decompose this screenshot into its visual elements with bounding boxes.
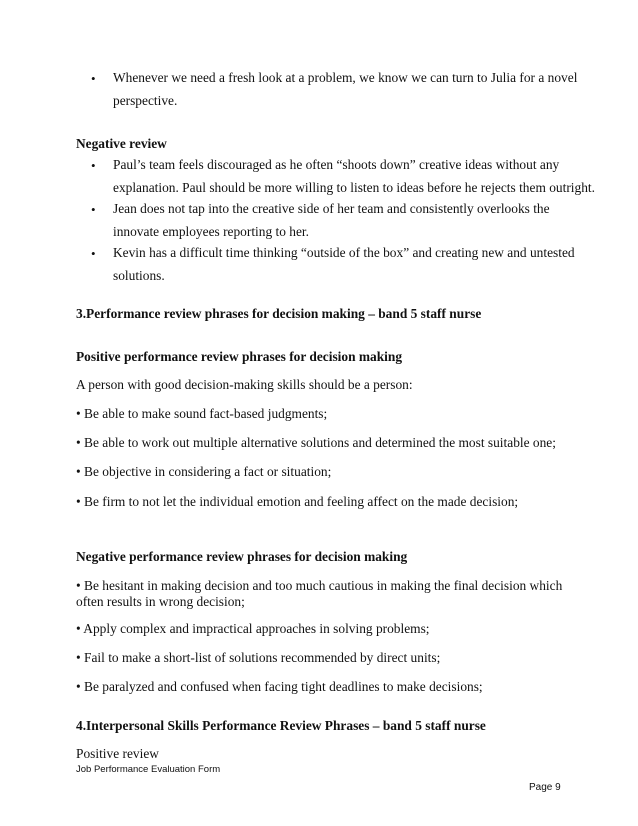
negative-decision-item-2: • Apply complex and impractical approaches in solving problems; [76, 621, 430, 636]
positive-decision-heading: Positive performance review phrases for decision making [76, 349, 403, 364]
negative-review-heading: Negative review [76, 136, 167, 151]
negative-item-1-line-1: Paul’s team feels discouraged as he often “shoots down” creative ideas without any [113, 157, 560, 172]
positive-decision-item-3: • Be objective in considering a fact or situation; [76, 464, 332, 479]
section-4-heading: 4.Interpersonal Skills Performance Review Phrases – band 5 staff nurse [76, 718, 486, 733]
positive-decision-item-4: • Be firm to not let the individual emotion and feeling affect on the made decision; [76, 494, 519, 509]
page-number: Page 9 [529, 782, 561, 793]
bullet-marker: • [91, 158, 96, 173]
negative-decision-heading: Negative performance review phrases for decision making [76, 549, 408, 564]
negative-decision-item-1: • Be hesitant in making decision and too much cautious in making the final decision which often results in wrong decision; [76, 578, 563, 609]
negative-decision-item-3: • Fail to make a short-list of solutions recommended by direct units; [76, 650, 441, 665]
bullet-marker: • [91, 202, 96, 217]
negative-item-2-line-2: innovate employees reporting to her. [113, 224, 309, 239]
top-bullet-line-2: perspective. [113, 93, 178, 108]
negative-decision-item-4: • Be paralyzed and confused when facing tight deadlines to make decisions; [76, 679, 483, 694]
bullet-marker: • [91, 71, 96, 86]
negative-item-2-line-1: Jean does not tap into the creative side of her team and consistently overlooks the [113, 201, 550, 216]
section-3-heading: 3.Performance review phrases for decision making – band 5 staff nurse [76, 306, 482, 321]
negative-item-3-line-1: Kevin has a difficult time thinking “outside of the box” and creating new and untested [113, 245, 575, 260]
footer-title: Job Performance Evaluation Form [76, 764, 221, 775]
top-bullet-line-1: Whenever we need a fresh look at a problem, we know we can turn to Julia for a novel [113, 70, 578, 85]
section-4-subheading: Positive review [76, 746, 159, 761]
positive-decision-intro: A person with good decision-making skills should be a person: [76, 377, 413, 392]
positive-decision-item-1: • Be able to make sound fact-based judgments; [76, 406, 328, 421]
negative-item-3-line-2: solutions. [113, 268, 165, 283]
negative-item-1-line-2: explanation. Paul should be more willing to listen to ideas before he rejects them outright. [113, 180, 595, 195]
positive-decision-item-2: • Be able to work out multiple alternative solutions and determined the most suitable one; [76, 435, 556, 450]
bullet-marker: • [91, 246, 96, 261]
